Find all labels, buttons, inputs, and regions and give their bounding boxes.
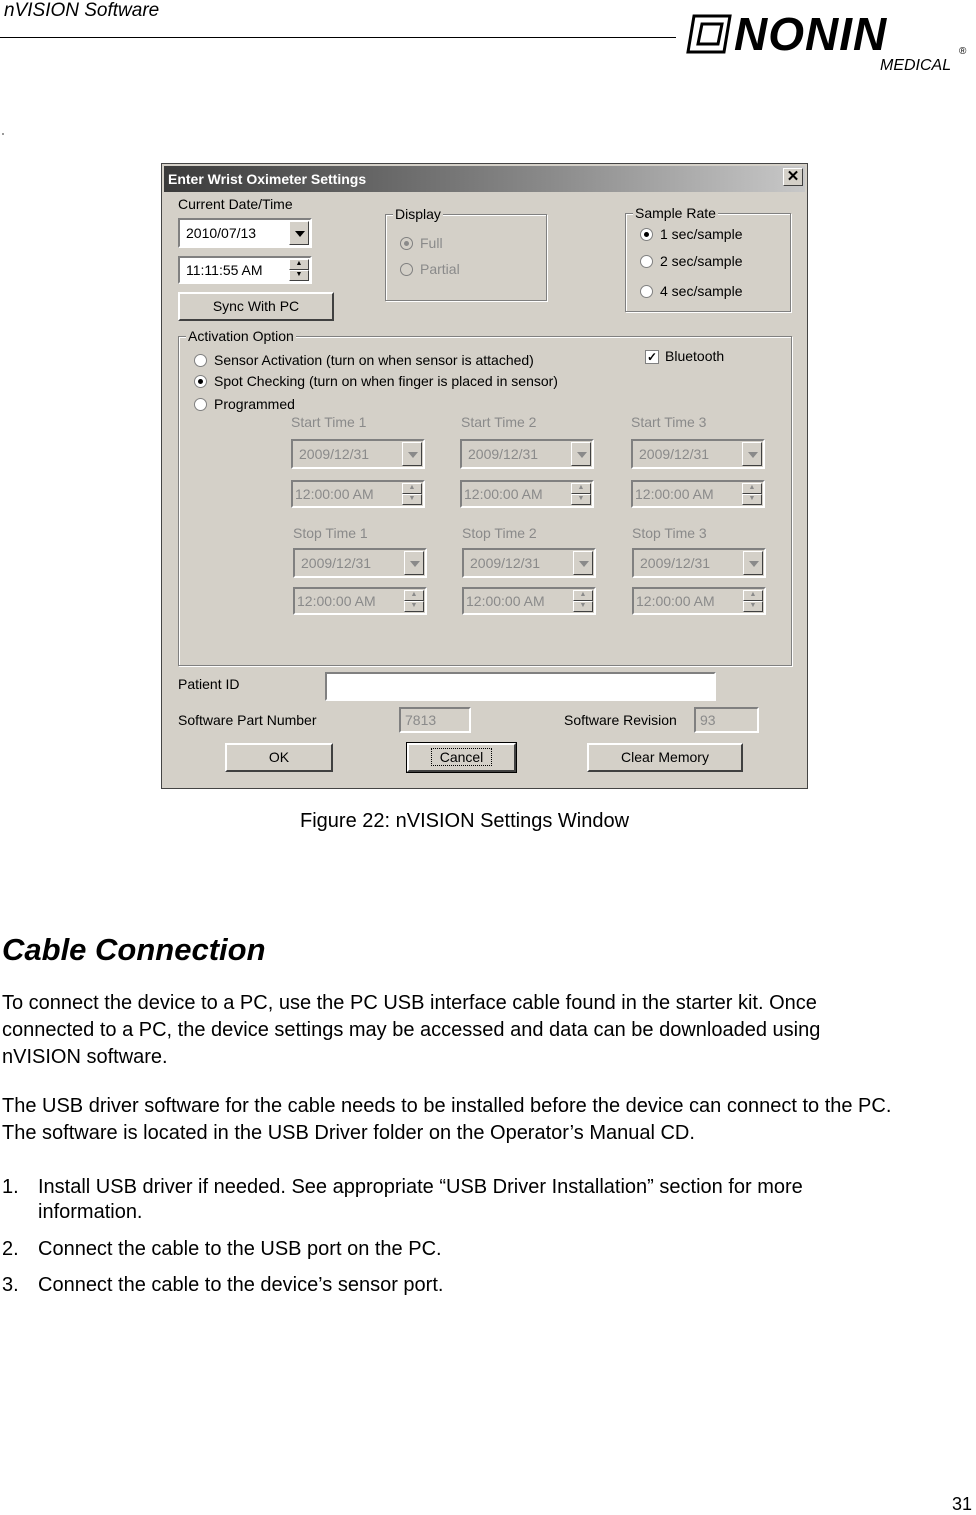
start-time-2-time[interactable] bbox=[460, 480, 594, 508]
stop-time-1-date[interactable] bbox=[293, 548, 427, 578]
stop-time-2-time[interactable] bbox=[462, 587, 596, 615]
rate-2sec-label: 2 sec/sample bbox=[660, 253, 743, 269]
display-group bbox=[385, 214, 547, 301]
stray-mark bbox=[2, 133, 4, 135]
current-time-value: 11:11:55 AM bbox=[186, 262, 263, 278]
running-header: nVISION Software bbox=[4, 0, 160, 21]
chevron-down-icon[interactable] bbox=[573, 551, 593, 575]
stop-time-1-label: Stop Time 1 bbox=[293, 525, 368, 541]
time-spinner[interactable]: ▲ ▼ bbox=[402, 483, 422, 505]
list-number: 3. bbox=[2, 1274, 19, 1296]
rate-4sec-radio[interactable] bbox=[640, 285, 653, 298]
logo-wordmark: NONIN bbox=[734, 8, 888, 60]
dialog-titlebar bbox=[164, 166, 805, 192]
spot-checking-radio[interactable] bbox=[194, 375, 207, 388]
list-text: Connect the cable to the device’s sensor port. bbox=[38, 1274, 444, 1296]
start-time-1-label: Start Time 1 bbox=[291, 414, 367, 430]
sensor-activation-label: Sensor Activation (turn on when sensor is attached) bbox=[214, 352, 534, 368]
start-time-1-date-value: 2009/12/31 bbox=[299, 446, 370, 462]
list-text: Connect the cable to the USB port on the PC. bbox=[38, 1238, 442, 1260]
chevron-down-icon[interactable] bbox=[742, 442, 762, 466]
start-time-1-time[interactable] bbox=[291, 480, 425, 508]
stop-time-2-date-value: 2009/12/31 bbox=[470, 555, 541, 571]
time-spinner[interactable]: ▲ ▼ bbox=[743, 590, 763, 612]
close-icon[interactable]: ✕ bbox=[783, 168, 803, 186]
chevron-down-icon[interactable] bbox=[289, 221, 309, 245]
current-datetime-label: Current Date/Time bbox=[178, 196, 293, 212]
stop-time-1-time[interactable] bbox=[293, 587, 427, 615]
logo-medical: MEDICAL bbox=[880, 57, 952, 74]
display-group-label: Display bbox=[395, 206, 441, 222]
cancel-button-label: Cancel bbox=[431, 748, 493, 766]
display-partial-radio[interactable] bbox=[400, 263, 413, 276]
chevron-down-icon[interactable] bbox=[571, 442, 591, 466]
start-time-3-time[interactable] bbox=[631, 480, 765, 508]
stop-time-2-label: Stop Time 2 bbox=[462, 525, 537, 541]
start-time-1-date[interactable] bbox=[291, 439, 425, 469]
sample-rate-label: Sample Rate bbox=[635, 205, 716, 221]
stop-time-3-time-value: 12:00:00 AM bbox=[636, 593, 715, 609]
list-item-3 bbox=[2, 1273, 882, 1298]
logo-registered: ® bbox=[959, 46, 967, 57]
spot-checking-label: Spot Checking (turn on when finger is placed in sensor) bbox=[214, 373, 558, 389]
current-time-input[interactable] bbox=[178, 256, 312, 284]
header-rule bbox=[0, 37, 676, 38]
software-revision-value: 93 bbox=[694, 707, 759, 733]
list-text: Install USB driver if needed. See appropriate “USB Driver Installation” section for more information. bbox=[38, 1176, 803, 1223]
time-spinner[interactable]: ▲ ▼ bbox=[404, 590, 424, 612]
clear-memory-button[interactable]: Clear Memory bbox=[587, 743, 743, 772]
time-spinner[interactable]: ▲ ▼ bbox=[573, 590, 593, 612]
software-part-number-label: Software Part Number bbox=[178, 712, 317, 728]
start-time-2-time-value: 12:00:00 AM bbox=[464, 486, 543, 502]
stop-time-3-label: Stop Time 3 bbox=[632, 525, 707, 541]
dialog-title: Enter Wrist Oximeter Settings bbox=[168, 171, 367, 187]
time-spinner[interactable]: ▲ ▼ bbox=[742, 483, 762, 505]
patient-id-input[interactable] bbox=[325, 672, 716, 701]
stop-time-3-date-value: 2009/12/31 bbox=[640, 555, 711, 571]
list-item-2 bbox=[2, 1237, 882, 1262]
page-number: 31 bbox=[952, 1494, 973, 1514]
list-number: 2. bbox=[2, 1238, 19, 1260]
programmed-label: Programmed bbox=[214, 396, 295, 412]
paragraph-2: The USB driver software for the cable needs to be installed before the device can connect to the PC. The software is located in the USB Driver folder on the Operator’s Manual CD. bbox=[2, 1095, 892, 1144]
settings-dialog bbox=[161, 163, 808, 789]
stop-time-2-time-value: 12:00:00 AM bbox=[466, 593, 545, 609]
current-date-value: 2010/07/13 bbox=[186, 225, 257, 241]
sync-with-pc-button[interactable]: Sync With PC bbox=[178, 292, 334, 321]
spin-down-icon: ▼ bbox=[289, 270, 309, 281]
patient-id-label: Patient ID bbox=[178, 676, 240, 692]
start-time-3-date[interactable] bbox=[631, 439, 765, 469]
rate-2sec-radio[interactable] bbox=[640, 255, 653, 268]
list-item-1 bbox=[2, 1175, 882, 1225]
stop-time-1-date-value: 2009/12/31 bbox=[301, 555, 372, 571]
spin-up-icon: ▲ bbox=[289, 259, 309, 270]
rate-1sec-radio[interactable] bbox=[640, 228, 653, 241]
stop-time-3-time[interactable] bbox=[632, 587, 766, 615]
start-time-3-label: Start Time 3 bbox=[631, 414, 707, 430]
stop-time-3-date[interactable] bbox=[632, 548, 766, 578]
logo-mark-icon bbox=[688, 16, 730, 52]
stop-time-1-time-value: 12:00:00 AM bbox=[297, 593, 376, 609]
start-time-3-date-value: 2009/12/31 bbox=[639, 446, 710, 462]
sensor-activation-radio[interactable] bbox=[194, 354, 207, 367]
nonin-medical-logo bbox=[682, 8, 974, 78]
cancel-button[interactable] bbox=[407, 743, 516, 772]
current-date-dropdown[interactable] bbox=[178, 218, 312, 248]
start-time-3-time-value: 12:00:00 AM bbox=[635, 486, 714, 502]
software-part-number-value: 7813 bbox=[399, 707, 471, 733]
activation-group-label: Activation Option bbox=[188, 328, 294, 344]
start-time-2-date-value: 2009/12/31 bbox=[468, 446, 539, 462]
section-heading: Cable Connection bbox=[2, 932, 266, 967]
chevron-down-icon[interactable] bbox=[404, 551, 424, 575]
start-time-2-label: Start Time 2 bbox=[461, 414, 537, 430]
rate-4sec-label: 4 sec/sample bbox=[660, 283, 743, 299]
display-full-label: Full bbox=[420, 235, 443, 251]
start-time-1-time-value: 12:00:00 AM bbox=[295, 486, 374, 502]
figure-caption: Figure 22: nVISION Settings Window bbox=[300, 810, 630, 832]
ok-button[interactable]: OK bbox=[225, 743, 333, 772]
programmed-radio[interactable] bbox=[194, 398, 207, 411]
stop-time-2-date[interactable] bbox=[462, 548, 596, 578]
start-time-2-date[interactable] bbox=[460, 439, 594, 469]
time-spinner[interactable]: ▲ ▼ bbox=[571, 483, 591, 505]
display-partial-label: Partial bbox=[420, 261, 460, 277]
list-number: 1. bbox=[2, 1176, 19, 1198]
chevron-down-icon[interactable] bbox=[402, 442, 422, 466]
bluetooth-checkbox[interactable]: ✓ bbox=[646, 350, 658, 364]
chevron-down-icon[interactable] bbox=[743, 551, 763, 575]
software-revision-label: Software Revision bbox=[564, 712, 677, 728]
rate-1sec-label: 1 sec/sample bbox=[660, 226, 743, 242]
bluetooth-label: Bluetooth bbox=[665, 348, 725, 364]
time-spinner[interactable] bbox=[289, 259, 309, 281]
display-full-radio[interactable] bbox=[400, 237, 413, 250]
paragraph-1: To connect the device to a PC, use the PC USB interface cable found in the starter kit. Once connected to a PC, the device settings may be accessed and data can be downloaded using nVISION software. bbox=[2, 992, 821, 1068]
